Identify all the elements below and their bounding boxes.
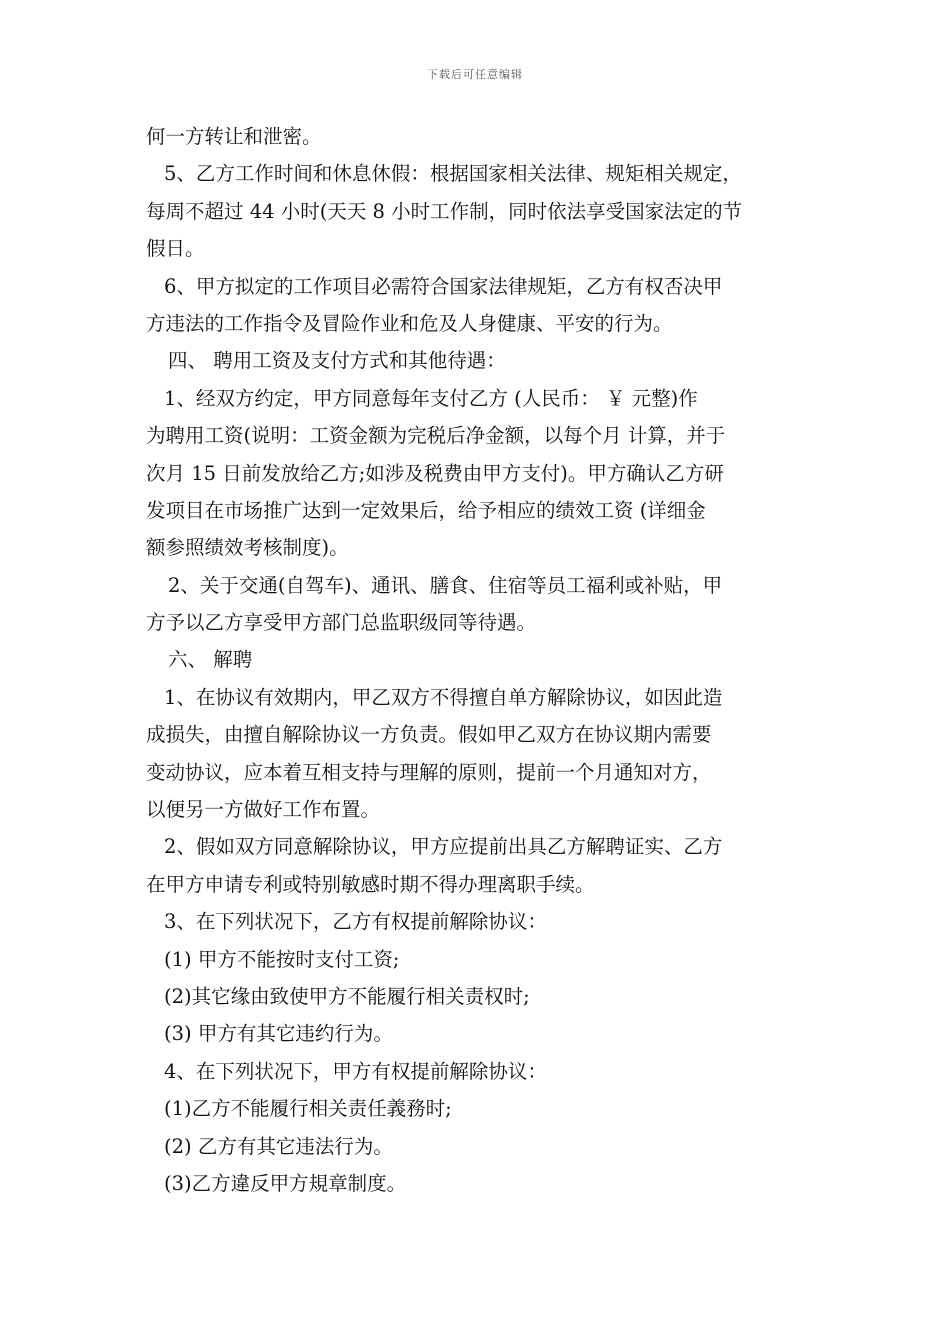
paragraph-line: 3、在下列状况下，乙方有权提前解除协议： (164, 910, 547, 934)
section-heading: 六、 解聘 (168, 648, 253, 672)
paragraph-line: 为聘用工资(说明：工资金额为完税后净金额，以每个月 计算，并于 (146, 424, 726, 448)
paragraph-line: 以便另一方做好工作布置。 (146, 798, 381, 822)
paragraph-line: 2、关于交通(自驾车)、通讯、膳食、住宿等员工福利或补贴，甲 (168, 573, 723, 597)
paragraph-line: 4、在下列状况下，甲方有权提前解除协议： (164, 1059, 547, 1083)
document-body (146, 118, 816, 1202)
list-item: (1)乙方不能履行相关责任義務时; (164, 1097, 452, 1121)
paragraph-line: 5、乙方工作时间和休息休假：根据国家相关法律、规矩相关规定， (164, 162, 742, 186)
paragraph-line: 1、经双方约定，甲方同意每年支付乙方 (人民币： ￥ 元整)作 (164, 386, 698, 410)
paragraph-line: 1、在协议有效期内，甲乙双方不得擅自单方解除协议，如因此造 (164, 685, 723, 709)
list-item: (2) 乙方有其它违法行为。 (164, 1134, 393, 1158)
list-item: (1) 甲方不能按时支付工资; (164, 947, 400, 971)
paragraph-line: 次月 15 日前发放给乙方;如涉及税费由甲方支付)。甲方确认乙方研 (146, 461, 724, 485)
paragraph-line: 成损失，由擅自解除协议一方负责。假如甲乙双方在协议期内需要 (146, 723, 712, 747)
paragraph-line: 方违法的工作指令及冒险作业和危及人身健康、平安的行为。 (146, 311, 673, 335)
list-item: (2)其它缘由致使甲方不能履行相关责权时; (164, 984, 530, 1008)
paragraph-line: 额参照绩效考核制度)。 (146, 536, 349, 560)
paragraph-line: 在甲方申请专利或特别敏感时期不得办理离职手续。 (146, 872, 595, 896)
paragraph-line: 6、甲方拟定的工作项目必需符合国家法律规矩，乙方有权否决甲 (164, 274, 723, 298)
paragraph-line: 何一方转让和泄密。 (146, 125, 322, 148)
paragraph-line: 每周不超过 44 小时(天天 8 小时工作制，同时依法享受国家法定的节 (146, 199, 743, 223)
paragraph-line: 发项目在市场推广达到一定效果后，给予相应的绩效工资 (详细金 (146, 498, 706, 522)
list-item: (3) 甲方有其它违约行为。 (164, 1022, 393, 1046)
paragraph-line: 2、假如双方同意解除协议，甲方应提前出具乙方解聘证实、乙方 (164, 835, 723, 859)
list-item: (3)乙方違反甲方規章制度。 (164, 1171, 407, 1195)
page-header: 下载后可任意编辑 (427, 68, 523, 81)
paragraph-line: 假日。 (146, 237, 205, 261)
paragraph-line: 方予以乙方享受甲方部门总监职级同等待遇。 (146, 611, 537, 635)
section-heading: 四、 聘用工资及支付方式和其他待遇： (168, 349, 506, 373)
paragraph-line: 变动协议，应本着互相支持与理解的原则，提前一个月通知对方， (146, 760, 712, 784)
